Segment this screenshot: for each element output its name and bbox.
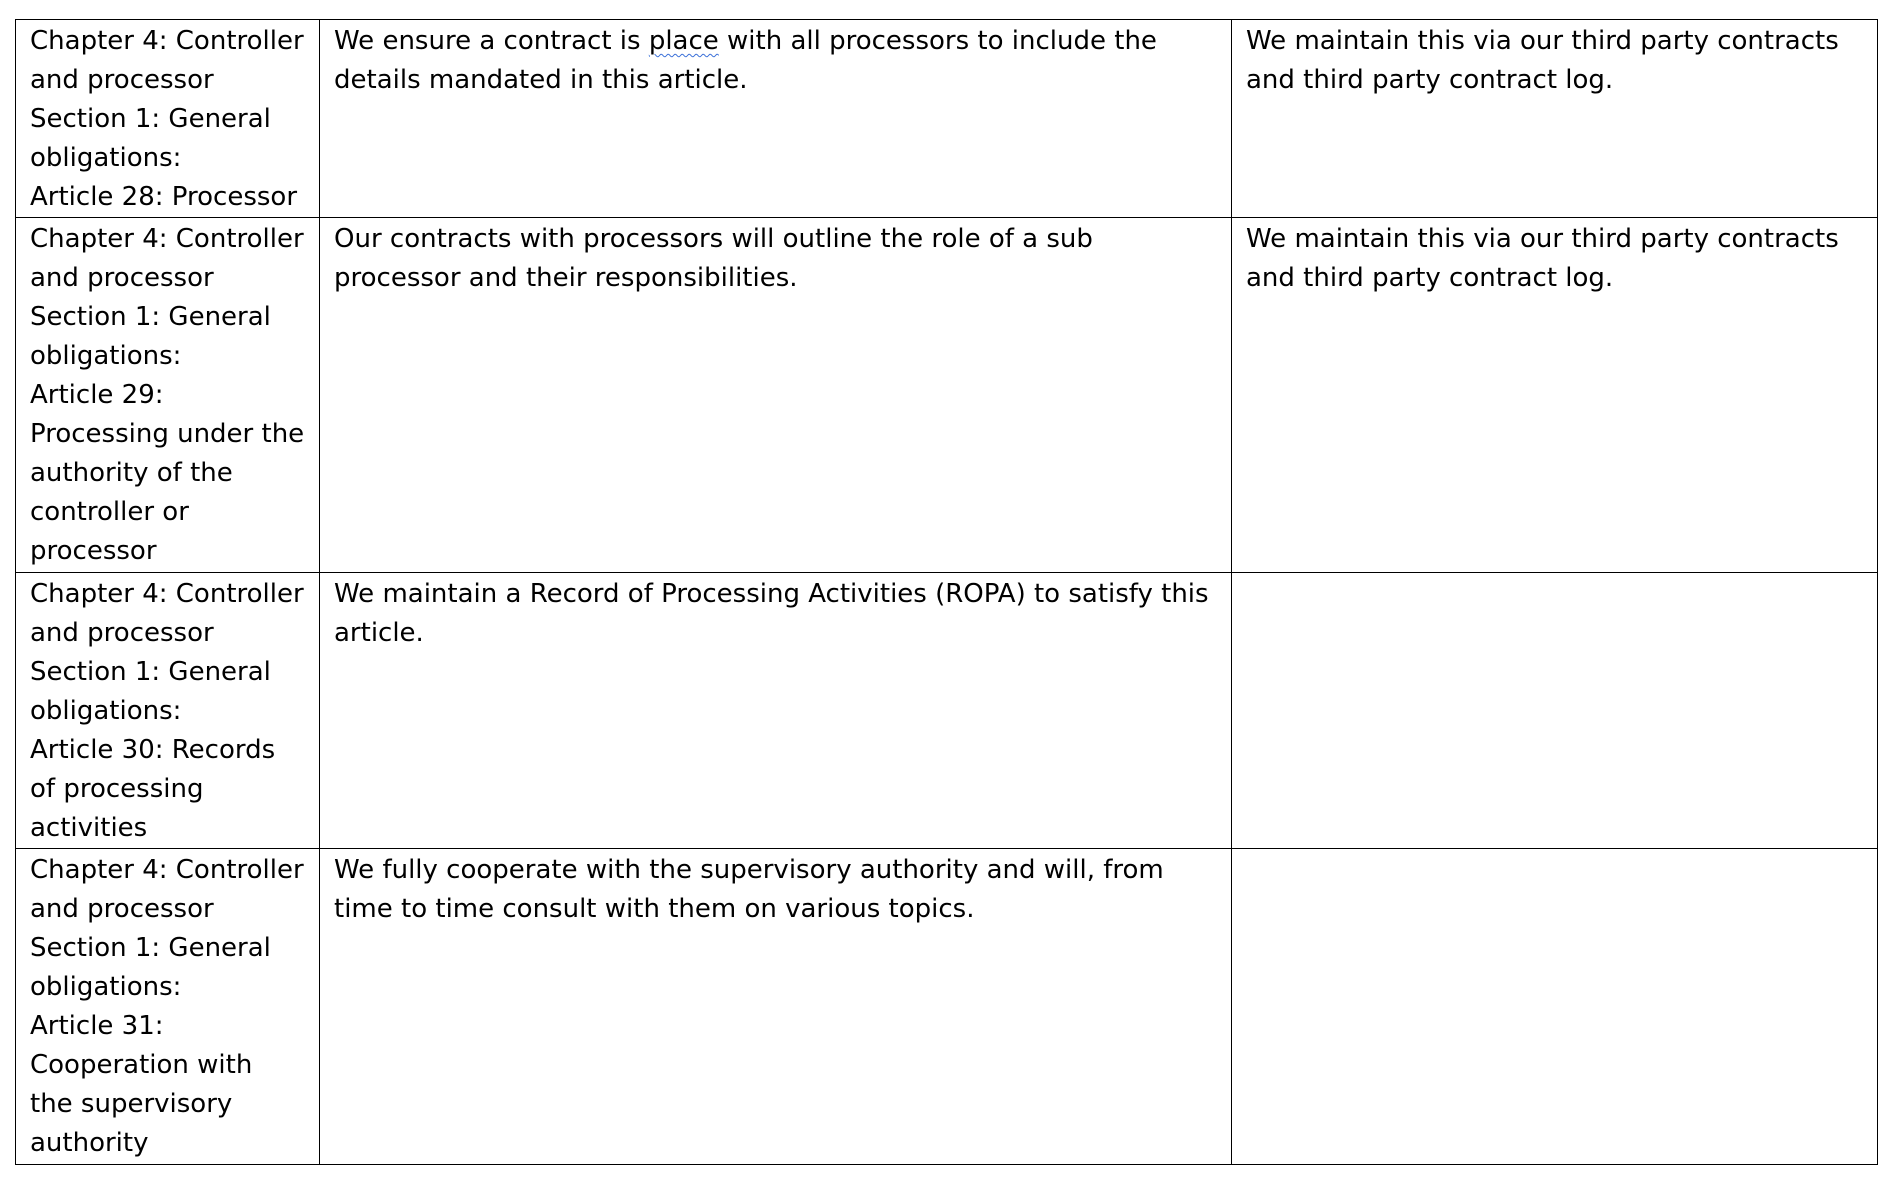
reference-line: and processor [30,65,214,95]
measures-text: We fully cooperate with the supervisory authority and will, from time to time consult with them on various topics. [334,855,1164,924]
reference-line: authority of the [30,458,233,488]
reference-line: Article 31: [30,1011,164,1041]
measures-text: Our contracts with processors will outline the role of a sub processor and their responsibilities. [334,224,1093,293]
table-row [16,20,1878,218]
evidence-cell[interactable] [1232,849,1878,1165]
reference-line: processor [30,536,157,566]
evidence-text: We maintain this via our third party contracts and third party contract log. [1246,26,1839,95]
measures-cell[interactable] [320,218,1232,573]
reference-line: Section 1: General [30,657,271,687]
reference-line: Article 30: Records [30,735,276,765]
measures-cell[interactable] [320,20,1232,218]
reference-line: Section 1: General [30,302,271,332]
measures-text: with all processors to include the details mandated in this article. [334,26,1157,95]
evidence-cell[interactable] [1232,218,1878,573]
reference-line: Chapter 4: Controller [30,579,304,609]
reference-line: Section 1: General [30,933,271,963]
reference-line: of processing [30,774,204,804]
reference-line: Cooperation with [30,1050,253,1080]
reference-line: Chapter 4: Controller [30,224,304,254]
evidence-cell[interactable] [1232,573,1878,849]
reference-line: Chapter 4: Controller [30,855,304,885]
reference-line: and processor [30,894,214,924]
measures-text: We maintain a Record of Processing Activities (ROPA) to satisfy this article. [334,579,1209,648]
gdpr-compliance-table [15,19,1878,1165]
reference-line: controller or [30,497,189,527]
article-reference-cell[interactable] [16,218,320,573]
reference-line: and processor [30,618,214,648]
spellcheck-flagged-word[interactable]: place [648,26,719,56]
reference-line: and processor [30,263,214,293]
reference-line: obligations: [30,143,182,173]
reference-line: authority [30,1128,149,1158]
reference-line: obligations: [30,341,182,371]
measures-text: We ensure a contract is [334,26,649,56]
table-row [16,849,1878,1165]
reference-line: the supervisory [30,1089,233,1119]
evidence-cell[interactable] [1232,20,1878,218]
reference-line: Section 1: General [30,104,271,134]
article-reference-cell[interactable] [16,849,320,1165]
reference-line: Article 28: Processor [30,182,298,212]
reference-line: activities [30,813,148,843]
reference-line: Processing under the [30,419,305,449]
reference-line: obligations: [30,972,182,1002]
article-reference-cell[interactable] [16,573,320,849]
article-reference-cell[interactable] [16,20,320,218]
reference-line: Chapter 4: Controller [30,26,304,56]
measures-cell[interactable] [320,573,1232,849]
reference-line: obligations: [30,696,182,726]
reference-line: Article 29: [30,380,164,410]
table-row [16,573,1878,849]
evidence-text: We maintain this via our third party contracts and third party contract log. [1246,224,1839,293]
measures-cell[interactable] [320,849,1232,1165]
table-row [16,218,1878,573]
